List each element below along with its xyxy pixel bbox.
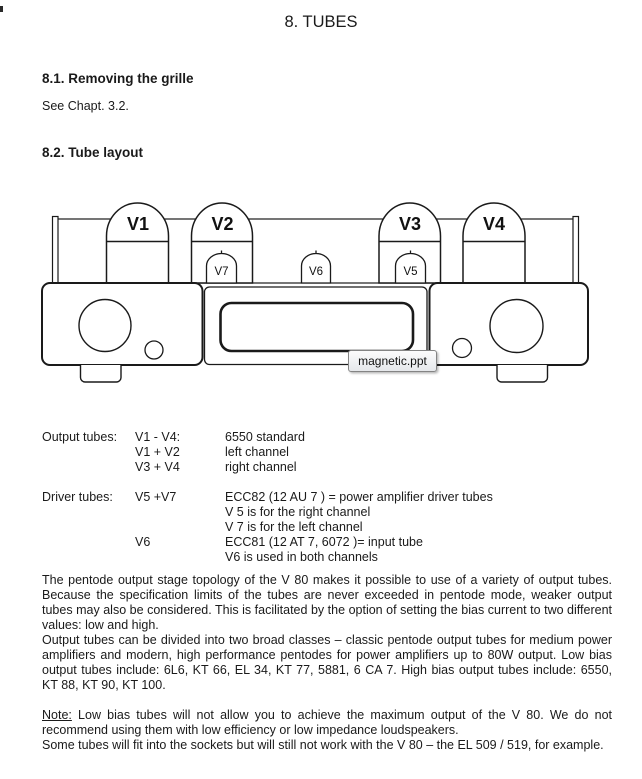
tube-v1-label: V1 xyxy=(126,214,150,234)
table-col-tubes xyxy=(135,550,225,565)
table-col-tubes: V1 + V2 xyxy=(135,445,180,459)
table-col-description: ECC81 (12 AT 7, 6072 )= input tube xyxy=(225,535,423,549)
table-col-category: Driver tubes: xyxy=(42,490,113,504)
table-col-category: Output tubes: xyxy=(42,430,118,444)
section-heading-81: 8.1. Removing the grille xyxy=(42,71,194,86)
table-col-category xyxy=(42,535,135,550)
paragraph-2: Output tubes can be divided into two broad classes – classic pentode output tubes for medium power amplifiers and modern, high performance pentodes for power amplifiers up to 80W output. Low bias output tubes include: 6L6, KT 66, EL 34, KT 77, 5881, 6 CA 7. High bias output tubes include: 6550, KT 88, KT 90, KT 100. xyxy=(42,633,612,692)
note-label: Note: xyxy=(42,708,72,722)
table-col-tubes: V6 xyxy=(135,535,151,549)
table-col-description: 6550 standard xyxy=(225,430,305,444)
front-panel-left xyxy=(42,283,203,365)
table-col-tubes: V1 - V4: xyxy=(135,430,181,444)
page-title: 8. TUBES xyxy=(284,13,358,31)
file-label: magnetic.ppt xyxy=(348,350,437,372)
table-row xyxy=(42,535,614,550)
table-col-category xyxy=(42,460,135,475)
table-col-tubes: V3 + V4 xyxy=(135,460,180,474)
table-col-description: V6 is used in both channels xyxy=(225,550,378,564)
scan-artifact xyxy=(0,6,3,12)
table-col-description: right channel xyxy=(225,460,297,474)
table-col-tubes xyxy=(135,505,225,520)
table-row xyxy=(42,490,614,505)
tube-v2-label: V2 xyxy=(211,214,234,234)
table-row xyxy=(42,505,614,520)
table-col-category xyxy=(42,520,135,535)
table-row xyxy=(42,460,614,475)
table-col-description: V 7 is for the left channel xyxy=(225,520,363,534)
tube-v6-label: V6 xyxy=(308,266,324,278)
tube-v7-label: V7 xyxy=(214,266,229,278)
paragraph-4: Some tubes will fit into the sockets but will still not work with the V 80 – the EL 509 / 519, for example. xyxy=(42,738,604,752)
tube-table xyxy=(42,430,614,565)
table-row xyxy=(42,430,614,445)
table-col-category xyxy=(42,505,135,520)
table-col-description: ECC82 (12 AU 7 ) = power amplifier driver tubes xyxy=(225,490,493,504)
display-window xyxy=(221,303,414,351)
table-row xyxy=(42,445,614,460)
tube-v5-label: V5 xyxy=(403,266,418,278)
paragraph-1: The pentode output stage topology of the V 80 makes it possible to use of a variety of output tubes. Because the specification limits of the tubes are never exceeded in pentode mode, weaker output tubes may also be considered. This is facilitated by the option of setting the bias current to two different values: low and high. xyxy=(42,573,612,632)
left-foot xyxy=(81,365,122,382)
section-body-81: See Chapt. 3.2. xyxy=(42,99,129,113)
right-foot xyxy=(497,365,548,382)
left-post xyxy=(53,217,59,284)
table-col-description: left channel xyxy=(225,445,289,459)
table-col-category xyxy=(42,550,135,565)
section-heading-82: 8.2. Tube layout xyxy=(42,145,144,160)
table-col-category xyxy=(42,445,135,460)
note-paragraph xyxy=(42,708,612,738)
table-col-description: V 5 is for the right channel xyxy=(225,505,371,519)
tube-v3-label: V3 xyxy=(398,214,422,234)
table-col-tubes: V5 +V7 xyxy=(135,490,177,504)
table-col-tubes xyxy=(135,520,225,535)
table-row xyxy=(42,550,614,565)
body-text xyxy=(42,573,612,753)
amplifier-diagram xyxy=(0,196,642,396)
tube-v4-label: V4 xyxy=(482,214,506,234)
right-post xyxy=(573,217,579,284)
table-row xyxy=(42,520,614,535)
note-text: Low bias tubes will not allow you to achieve the maximum output of the V 80. We do not recommend using them with low efficiency or low impedance loudspeakers. xyxy=(42,708,612,737)
